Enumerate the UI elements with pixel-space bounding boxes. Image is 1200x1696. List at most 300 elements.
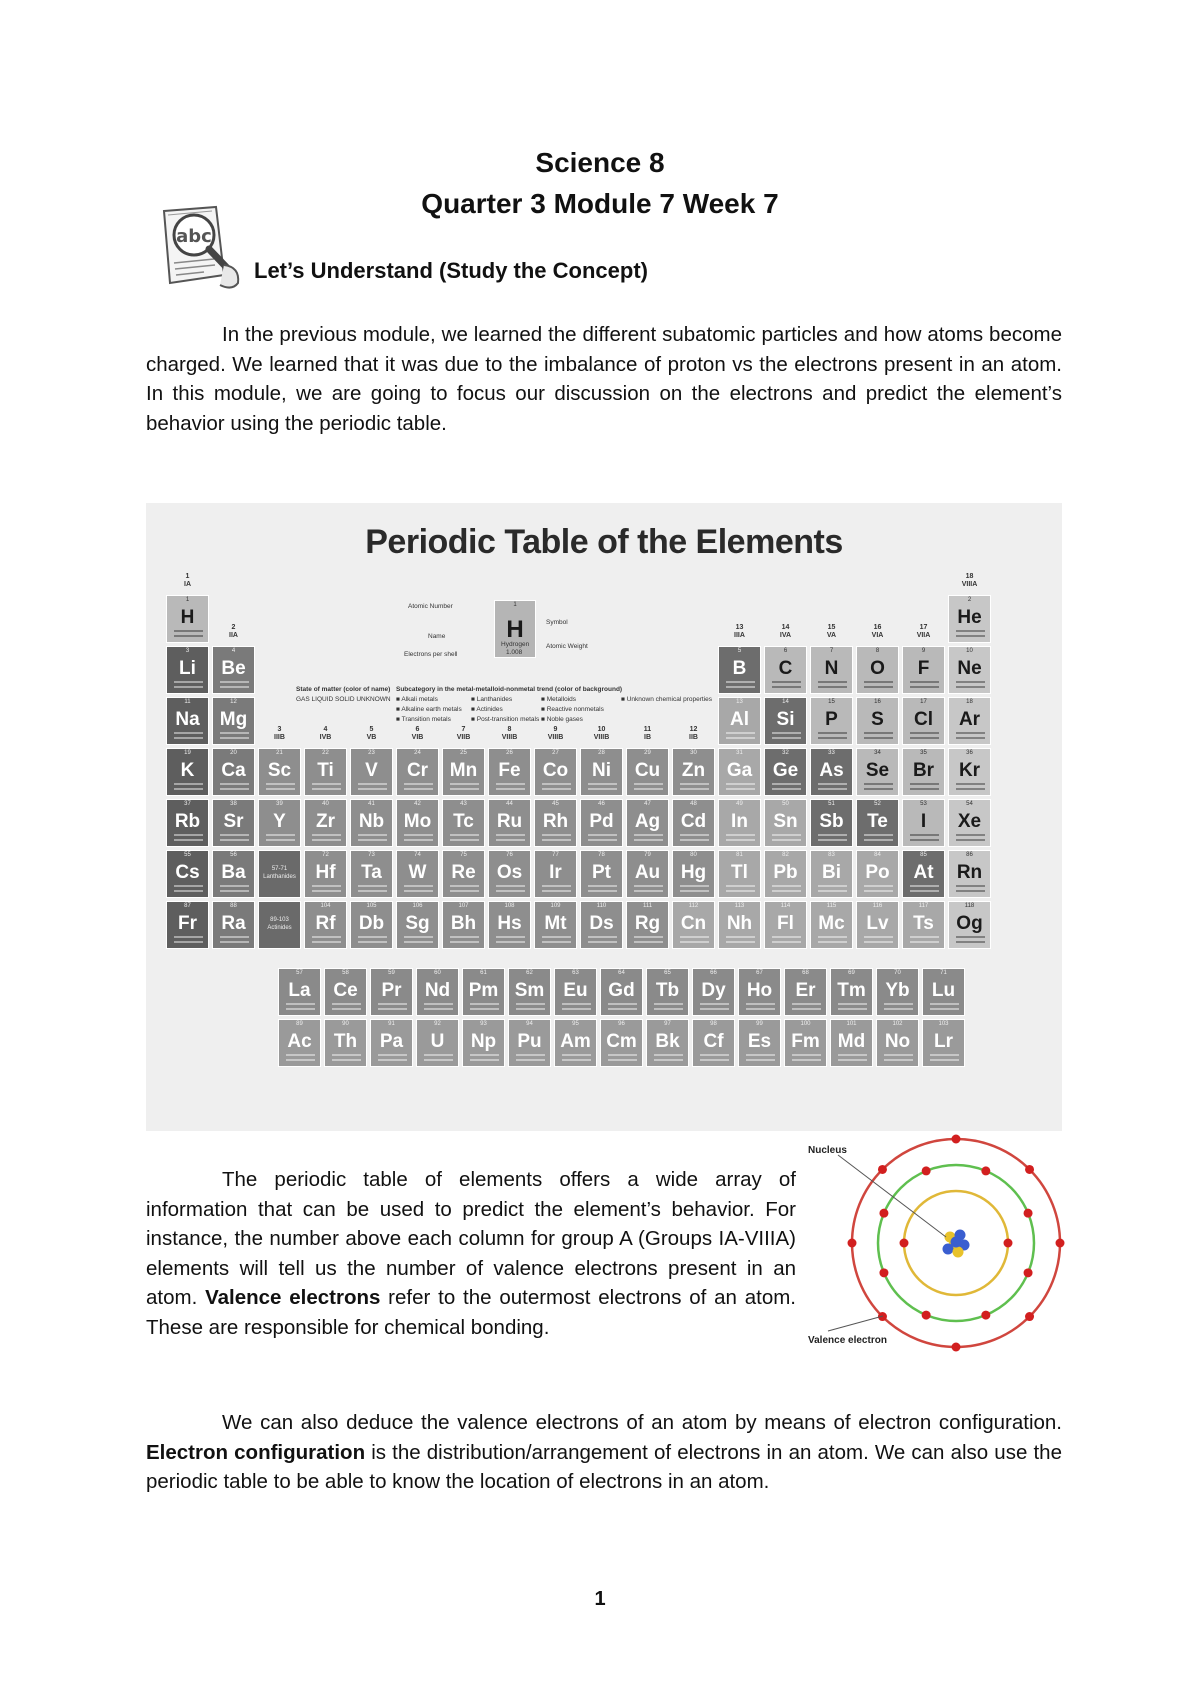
element-cell-v [350,748,393,796]
atomic-number: 31 [736,750,743,756]
element-cell-ru [488,799,531,847]
element-symbol: Rg [634,913,661,934]
group-label-13: 13 IIIA [734,624,745,639]
group-label-15: 15 VA [826,624,837,639]
element-cell-na [166,697,209,745]
element-cell-bi [810,850,853,898]
group-label-4: 4 IVB [319,726,332,741]
electron [952,1343,961,1352]
atomic-number: 40 [322,801,329,807]
element-cell-nd [416,968,459,1016]
atomic-number: 45 [552,801,559,807]
key-sample-cell [494,600,536,658]
element-cell-xe [948,799,991,847]
key-sample-weight: 1.008 [506,649,523,656]
element-symbol: Rb [174,811,201,832]
element-symbol: No [884,1031,911,1052]
key-sample-name: Hydrogen [501,641,530,648]
atomic-number: 27 [552,750,559,756]
element-symbol: Tb [655,980,680,1001]
element-cell-eu [554,968,597,1016]
element-cell-o [856,646,899,694]
element-symbol: Md [837,1031,866,1052]
atomic-number: 86 [966,852,973,858]
electron [1004,1239,1013,1248]
element-symbol: Po [865,862,890,883]
element-symbol: Nh [726,913,753,934]
atomic-number: 30 [690,750,697,756]
element-cell-og [948,901,991,949]
element-symbol: Rh [542,811,569,832]
group-label-1: 1 IA [184,573,191,588]
atomic-number: 38 [230,801,237,807]
element-cell-cd [672,799,715,847]
atomic-number: 54 [966,801,973,807]
atomic-number: 117 [918,903,929,909]
element-cell-sm [508,968,551,1016]
element-symbol: Lu [931,980,956,1001]
element-symbol: Ar [958,709,981,730]
atomic-number: 113 [734,903,745,909]
element-symbol: Kr [958,760,981,781]
element-cell-cl [902,697,945,745]
atomic-number: 74 [414,852,421,858]
element-cell-f [902,646,945,694]
atomic-number: 107 [458,903,469,909]
atomic-number: 110 [596,903,607,909]
element-cell-zr [304,799,347,847]
element-cell-be [212,646,255,694]
element-symbol: Ga [726,760,753,781]
actinides-placeholder-label: 89-103 Actinides [267,917,292,931]
atomic-number: 101 [846,1021,857,1027]
element-symbol: Am [560,1031,591,1052]
element-cell-pr [370,968,413,1016]
element-symbol: Ti [317,760,334,781]
element-cell-te [856,799,899,847]
atomic-number: 64 [618,970,625,976]
atomic-number: 9 [921,648,926,654]
element-cell-tl [718,850,761,898]
element-symbol: Bk [655,1031,680,1052]
element-symbol: La [288,980,311,1001]
element-symbol: Zn [681,760,706,781]
atom-diagram [808,1131,1070,1357]
element-symbol: Cf [703,1031,724,1052]
element-cell-rg [626,901,669,949]
element-symbol: Fl [777,913,794,934]
element-cell-cs [166,850,209,898]
atomic-number: 29 [644,750,651,756]
element-symbol: S [871,709,884,730]
atomic-number: 97 [664,1021,671,1027]
element-symbol: In [731,811,748,832]
group-label-17: 17 VIIA [916,624,931,639]
intro-paragraph: In the previous module, we learned the different subatomic particles and how atoms become charged. We learned that it was due to the imbalance of proton vs the electrons present in an atom. In this module, we are going to focus our discussion on the electrons and predict the element’s behavior using the periodic table. [146,323,1062,435]
valence-pointer [828,1316,883,1331]
element-cell-cm [600,1019,643,1067]
key-atomic-number-label: Atomic Number [408,603,453,610]
valence-paragraph [146,1165,796,1342]
element-cell-au [626,850,669,898]
element-symbol: Sc [267,760,292,781]
element-symbol: Os [496,862,523,883]
element-symbol: H [180,607,195,628]
element-cell-fm [784,1019,827,1067]
element-cell-zn [672,748,715,796]
element-cell-fr [166,901,209,949]
element-symbol: F [917,658,930,679]
element-cell-tc [442,799,485,847]
legend-item: ■ Transition metals [396,716,451,723]
element-symbol: Mg [219,709,248,730]
element-symbol: C [778,658,793,679]
element-symbol: Cn [680,913,707,934]
element-symbol: Sn [773,811,798,832]
element-cell-tm [830,968,873,1016]
valence-text-after: refer to the outermost electrons of an atom. These are responsible for chemical bonding. [146,1286,796,1339]
atomic-number: 69 [848,970,855,976]
lanthanides-placeholder [258,850,301,898]
atomic-number: 22 [322,750,329,756]
element-symbol: Ds [589,913,614,934]
element-symbol: Lv [866,913,889,934]
element-symbol: Sr [223,811,244,832]
element-symbol: B [732,658,747,679]
group-label-2: 2 IIA [229,624,238,639]
electron [1025,1312,1034,1321]
atomic-number: 25 [460,750,467,756]
element-cell-rf [304,901,347,949]
element-cell-sc [258,748,301,796]
atomic-number: 75 [460,852,467,858]
proton [953,1247,964,1258]
element-symbol: Xe [957,811,982,832]
atomic-number: 12 [230,699,237,705]
element-cell-th [324,1019,367,1067]
element-symbol: Pr [381,980,402,1001]
element-symbol: Es [747,1031,772,1052]
atomic-number: 100 [800,1021,811,1027]
element-cell-dy [692,968,735,1016]
element-cell-mo [396,799,439,847]
element-symbol: Cs [175,862,200,883]
element-symbol: Np [470,1031,497,1052]
element-cell-ta [350,850,393,898]
document-title: Science 8 [535,147,665,178]
atomic-number: 46 [598,801,605,807]
element-cell-n [810,646,853,694]
element-cell-ba [212,850,255,898]
atomic-number: 26 [506,750,513,756]
element-symbol: Lr [934,1031,953,1052]
atomic-number: 4 [231,648,236,654]
atomic-number: 90 [342,1021,349,1027]
element-cell-db [350,901,393,949]
element-cell-se [856,748,899,796]
element-cell-fl [764,901,807,949]
element-symbol: Ir [549,862,562,883]
element-cell-ra [212,901,255,949]
element-cell-co [534,748,577,796]
element-symbol: Cd [680,811,707,832]
atomic-number: 72 [322,852,329,858]
element-cell-os [488,850,531,898]
electron [1024,1268,1033,1277]
element-symbol: O [870,658,885,679]
element-cell-mt [534,901,577,949]
atomic-number: 108 [504,903,515,909]
element-symbol: Db [358,913,385,934]
element-cell-in [718,799,761,847]
electron [879,1268,888,1277]
electron [879,1209,888,1218]
element-symbol: Ba [221,862,246,883]
element-symbol: Pd [589,811,614,832]
atomic-number: 3 [185,648,190,654]
element-cell-ac [278,1019,321,1067]
element-cell-md [830,1019,873,1067]
element-symbol: Ni [592,760,611,781]
element-cell-cu [626,748,669,796]
element-cell-cn [672,901,715,949]
element-symbol: Cr [406,760,429,781]
element-symbol: Fm [791,1031,820,1052]
atomic-number: 1 [185,597,190,603]
group-label-11: 11 IB [643,726,652,741]
abc-magnifier-icon [154,203,246,293]
element-symbol: Br [912,760,935,781]
electron [1025,1165,1034,1174]
element-symbol: Nd [424,980,451,1001]
element-cell-ar [948,697,991,745]
atomic-number: 92 [434,1021,441,1027]
element-cell-no [876,1019,919,1067]
group-label-14: 14 IVA [779,624,792,639]
element-symbol: Bh [450,913,477,934]
element-cell-sr [212,799,255,847]
element-cell-cr [396,748,439,796]
electron [900,1239,909,1248]
atomic-number: 85 [920,852,927,858]
element-cell-mc [810,901,853,949]
electron [981,1311,990,1320]
document-subtitle: Quarter 3 Module 7 Week 7 [421,188,779,219]
element-cell-lu [922,968,965,1016]
element-cell-si [764,697,807,745]
element-symbol: N [824,658,839,679]
key-shells-label: Electrons per shell [404,651,458,658]
atomic-number: 67 [756,970,763,976]
group-label-16: 16 VIA [871,624,884,639]
atomic-number: 102 [892,1021,903,1027]
element-cell-lr [922,1019,965,1067]
atomic-number: 98 [710,1021,717,1027]
atomic-number: 34 [874,750,881,756]
element-cell-hg [672,850,715,898]
element-symbol: Nb [358,811,385,832]
atomic-number: 60 [434,970,441,976]
legend-item: ■ Actinides [471,706,503,713]
atomic-number: 91 [388,1021,395,1027]
element-cell-ce [324,968,367,1016]
element-symbol: W [408,862,427,883]
element-symbol: At [913,862,934,883]
element-cell-mg [212,697,255,745]
element-symbol: K [180,760,195,781]
element-cell-w [396,850,439,898]
legend-subcategory-title: Subcategory in the metal-metalloid-nonmetal trend (color of background) [396,686,623,693]
group-label-9: 9 VIIIB [547,726,564,741]
atomic-number: 84 [874,852,881,858]
atomic-number: 114 [780,903,791,909]
atomic-number: 103 [938,1021,949,1027]
element-cell-ga [718,748,761,796]
element-cell-ca [212,748,255,796]
atomic-number: 81 [736,852,743,858]
element-cell-ag [626,799,669,847]
element-cell-kr [948,748,991,796]
legend-item: ■ Post-transition metals [471,716,540,723]
element-cell-pm [462,968,505,1016]
atomic-number: 95 [572,1021,579,1027]
element-cell-nb [350,799,393,847]
element-cell-lv [856,901,899,949]
element-symbol: Pb [773,862,798,883]
atomic-number: 39 [276,801,283,807]
group-label-6: 6 VIB [411,726,424,741]
element-symbol: Pu [517,1031,542,1052]
element-cell-k [166,748,209,796]
valence-text-before: The periodic table of elements offers a wide array of information that can be used to predict the element’s behavior. For instance, the number above each column for group A (Groups IA-VIIIA) elements will tell us the number of valence electrons present in an atom. [146,1168,796,1309]
element-symbol: Rn [956,862,983,883]
element-cell-la [278,968,321,1016]
element-symbol: Hg [680,862,707,883]
config-text-before: We can also deduce the valence electrons of an atom by means of electron configuration. [222,1411,1062,1434]
atomic-number: 93 [480,1021,487,1027]
atomic-number: 48 [690,801,697,807]
atomic-number: 16 [874,699,881,705]
atomic-number: 49 [736,801,743,807]
element-cell-ts [902,901,945,949]
element-cell-li [166,646,209,694]
atomic-number: 78 [598,852,605,858]
element-symbol: Tl [731,862,748,883]
atomic-number: 36 [966,750,973,756]
atomic-number: 106 [412,903,423,909]
atomic-number: 65 [664,970,671,976]
element-cell-am [554,1019,597,1067]
element-cell-he [948,595,991,643]
element-symbol: Cu [634,760,661,781]
atomic-number: 73 [368,852,375,858]
element-symbol: Ac [287,1031,312,1052]
element-symbol: Ge [772,760,799,781]
atomic-number: 10 [966,648,973,654]
electron [922,1166,931,1175]
element-symbol: Fe [498,760,521,781]
legend-state-title: State of matter (color of name) [296,686,391,693]
element-symbol: Te [867,811,888,832]
element-symbol: Zr [316,811,335,832]
element-cell-pt [580,850,623,898]
legend-item: ■ Noble gases [541,716,583,723]
config-bold-term: Electron configuration [146,1440,366,1464]
atomic-number: 116 [872,903,883,909]
element-symbol: Hs [497,913,522,934]
atomic-number: 59 [388,970,395,976]
element-symbol: Yb [885,980,910,1001]
element-symbol: Rf [315,913,336,934]
element-cell-np [462,1019,505,1067]
key-sample-symbol: H [506,616,524,643]
element-symbol: Re [451,862,476,883]
atomic-number: 41 [368,801,375,807]
atomic-number: 6 [783,648,788,654]
element-symbol: Mn [449,760,478,781]
element-symbol: Si [776,709,795,730]
legend-state-items: GAS LIQUID SOLID UNKNOWN [296,696,391,703]
element-cell-ti [304,748,347,796]
atomic-number: 83 [828,852,835,858]
atomic-number: 35 [920,750,927,756]
legend-item: ■ Alkali metals [396,696,438,703]
atomic-number: 82 [782,852,789,858]
config-text-after: is the distribution/arrangement of electrons in an atom. We can also use the periodic table to be able to know the location of electrons in an atom. [146,1440,1062,1493]
element-cell-b [718,646,761,694]
element-symbol: Co [542,760,569,781]
svg-text:abc: abc [176,226,212,247]
legend-item: ■ Alkaline earth metals [396,706,462,713]
element-cell-yb [876,968,919,1016]
element-symbol: Be [221,658,246,679]
element-symbol: Se [865,760,890,781]
element-cell-br [902,748,945,796]
element-cell-ni [580,748,623,796]
group-label-7: 7 VIIB [456,726,471,741]
element-cell-al [718,697,761,745]
element-cell-cf [692,1019,735,1067]
atomic-number: 87 [184,903,191,909]
atomic-number: 52 [874,801,881,807]
element-cell-fe [488,748,531,796]
element-symbol: U [430,1031,445,1052]
periodic-table-figure [146,503,1062,1131]
atomic-number: 42 [414,801,421,807]
element-symbol: Mc [818,913,845,934]
atomic-number: 58 [342,970,349,976]
atomic-number: 57 [296,970,303,976]
key-weight-label: Atomic Weight [546,643,588,650]
key-name-label: Name [428,633,446,640]
electron [922,1311,931,1320]
element-symbol: Mo [403,811,432,832]
atomic-number: 5 [737,648,742,654]
atomic-number: 8 [875,648,880,654]
element-cell-at [902,850,945,898]
element-symbol: Sb [819,811,844,832]
atomic-number: 99 [756,1021,763,1027]
element-symbol: P [825,709,838,730]
element-cell-sn [764,799,807,847]
legend-item: ■ Metalloids [541,696,576,703]
electron [1024,1209,1033,1218]
element-cell-hs [488,901,531,949]
element-symbol: Dy [701,980,726,1001]
key-symbol-label: Symbol [546,619,568,626]
element-symbol: Pa [379,1031,404,1052]
element-cell-i [902,799,945,847]
